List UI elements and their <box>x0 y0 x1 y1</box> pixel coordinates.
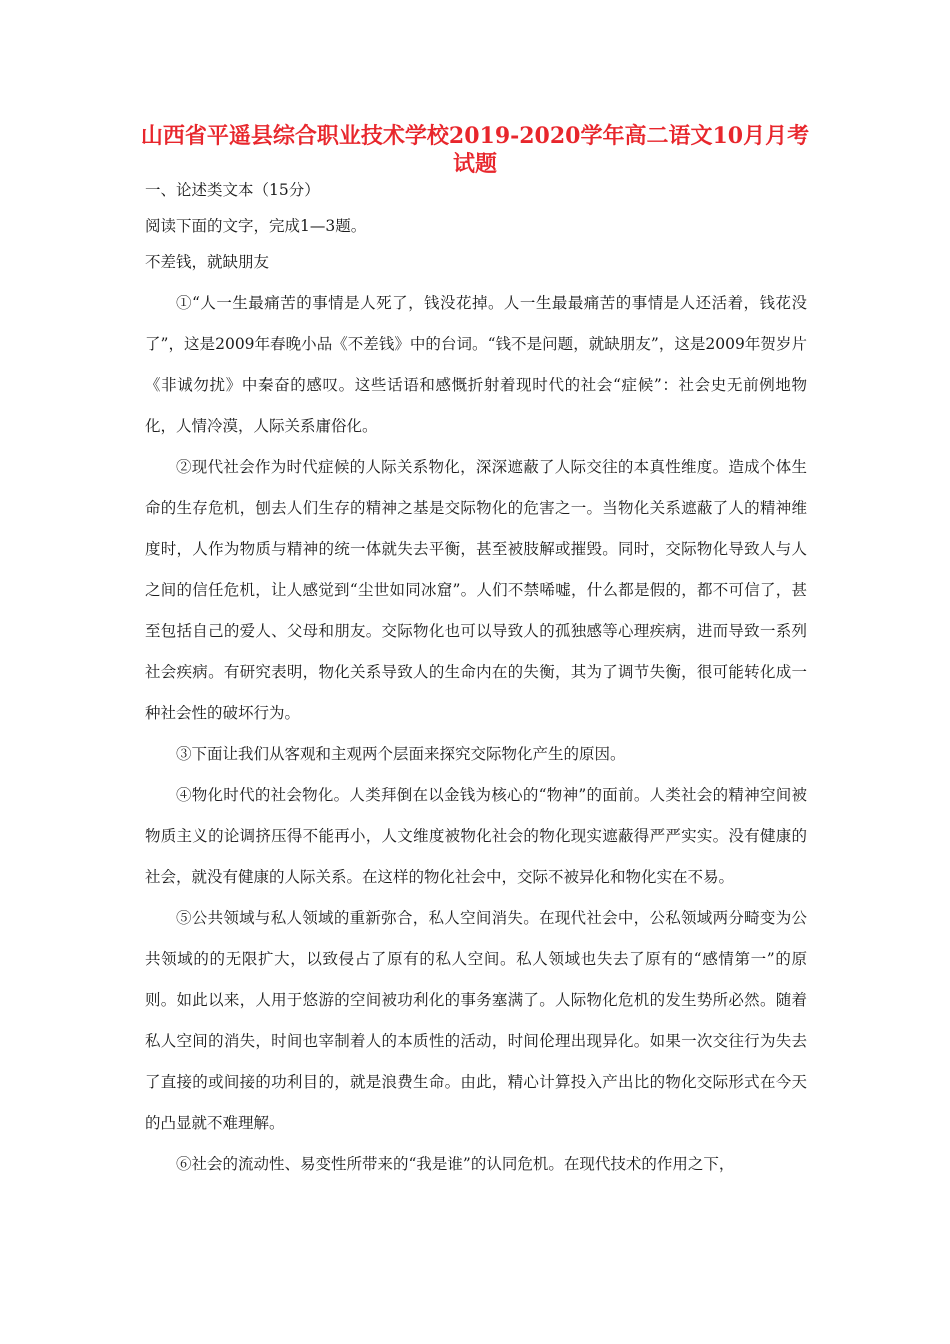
paragraph-3: ③下面让我们从客观和主观两个层面来探究交际物化产生的原因。 <box>176 745 626 763</box>
article-title: 不差钱，就缺朋友 <box>145 253 270 271</box>
document-body <box>145 172 807 1185</box>
document-title: 山西省平遥县综合职业技术学校2019-2020学年高二语文10月月考试题 <box>140 123 810 177</box>
paragraph-6: ⑥社会的流动性、易变性所带来的“我是谁”的认同危机。在现代技术的作用之下， <box>176 1155 735 1173</box>
section-heading: 一、论述类文本（15分） <box>145 181 320 199</box>
paragraph-1: ①“人一生最痛苦的事情是人死了，钱没花掉。人一生最最痛苦的事情是人还活着，钱花没了”，这是2009年春晚小品《不差钱》中的台词。“钱不是问题，就缺朋友”，这是2009年贺岁片《非诚勿扰》中秦奋的感叹。这些话语和感慨折射着现时代的社会“症候”：社会史无前例地物化，人情冷漠，人际关系庸俗化。 <box>145 294 807 435</box>
reading-instruction: 阅读下面的文字，完成1—3题。 <box>145 217 367 235</box>
paragraph-2: ②现代社会作为时代症候的人际关系物化，深深遮蔽了人际交往的本真性维度。造成个体生命的生存危机，刨去人们生存的精神之基是交际物化的危害之一。当物化关系遮蔽了人的精神维度时，人作为物质与精神的统一体就失去平衡，甚至被肢解或摧毁。同时，交际物化导致人与人之间的信任危机，让人感觉到“尘世如同冰窟”。人们不禁唏嘘，什么都是假的，都不可信了，甚至包括自己的爱人、父母和朋友。交际物化也可以导致人的孤独感等心理疾病，进而导致一系列社会疾病。有研究表明，物化关系导致人的生命内在的失衡，其为了调节失衡，很可能转化成一种社会性的破坏行为。 <box>145 458 807 722</box>
paragraph-4: ④物化时代的社会物化。人类拜倒在以金钱为核心的“物神”的面前。人类社会的精神空间被物质主义的论调挤压得不能再小，人文维度被物化社会的物化现实遮蔽得严严实实。没有健康的社会，就没有健康的人际关系。在这样的物化社会中，交际不被异化和物化实在不易。 <box>145 786 807 886</box>
paragraph-5: ⑤公共领域与私人领域的重新弥合，私人空间消失。在现代社会中，公私领域两分畸变为公共领域的的无限扩大，以致侵占了原有的私人空间。私人领域也失去了原有的“感情第一”的原则。如此以来，人用于悠游的空间被功利化的事务塞满了。人际物化危机的发生势所必然。随着私人空间的消失，时间也宰制着人的本质性的活动，时间伦理出现异化。如果一次交往行为失去了直接的或间接的功利目的，就是浪费生命。由此，精心计算投入产出比的物化交际形式在今天的凸显就不难理解。 <box>145 909 807 1132</box>
